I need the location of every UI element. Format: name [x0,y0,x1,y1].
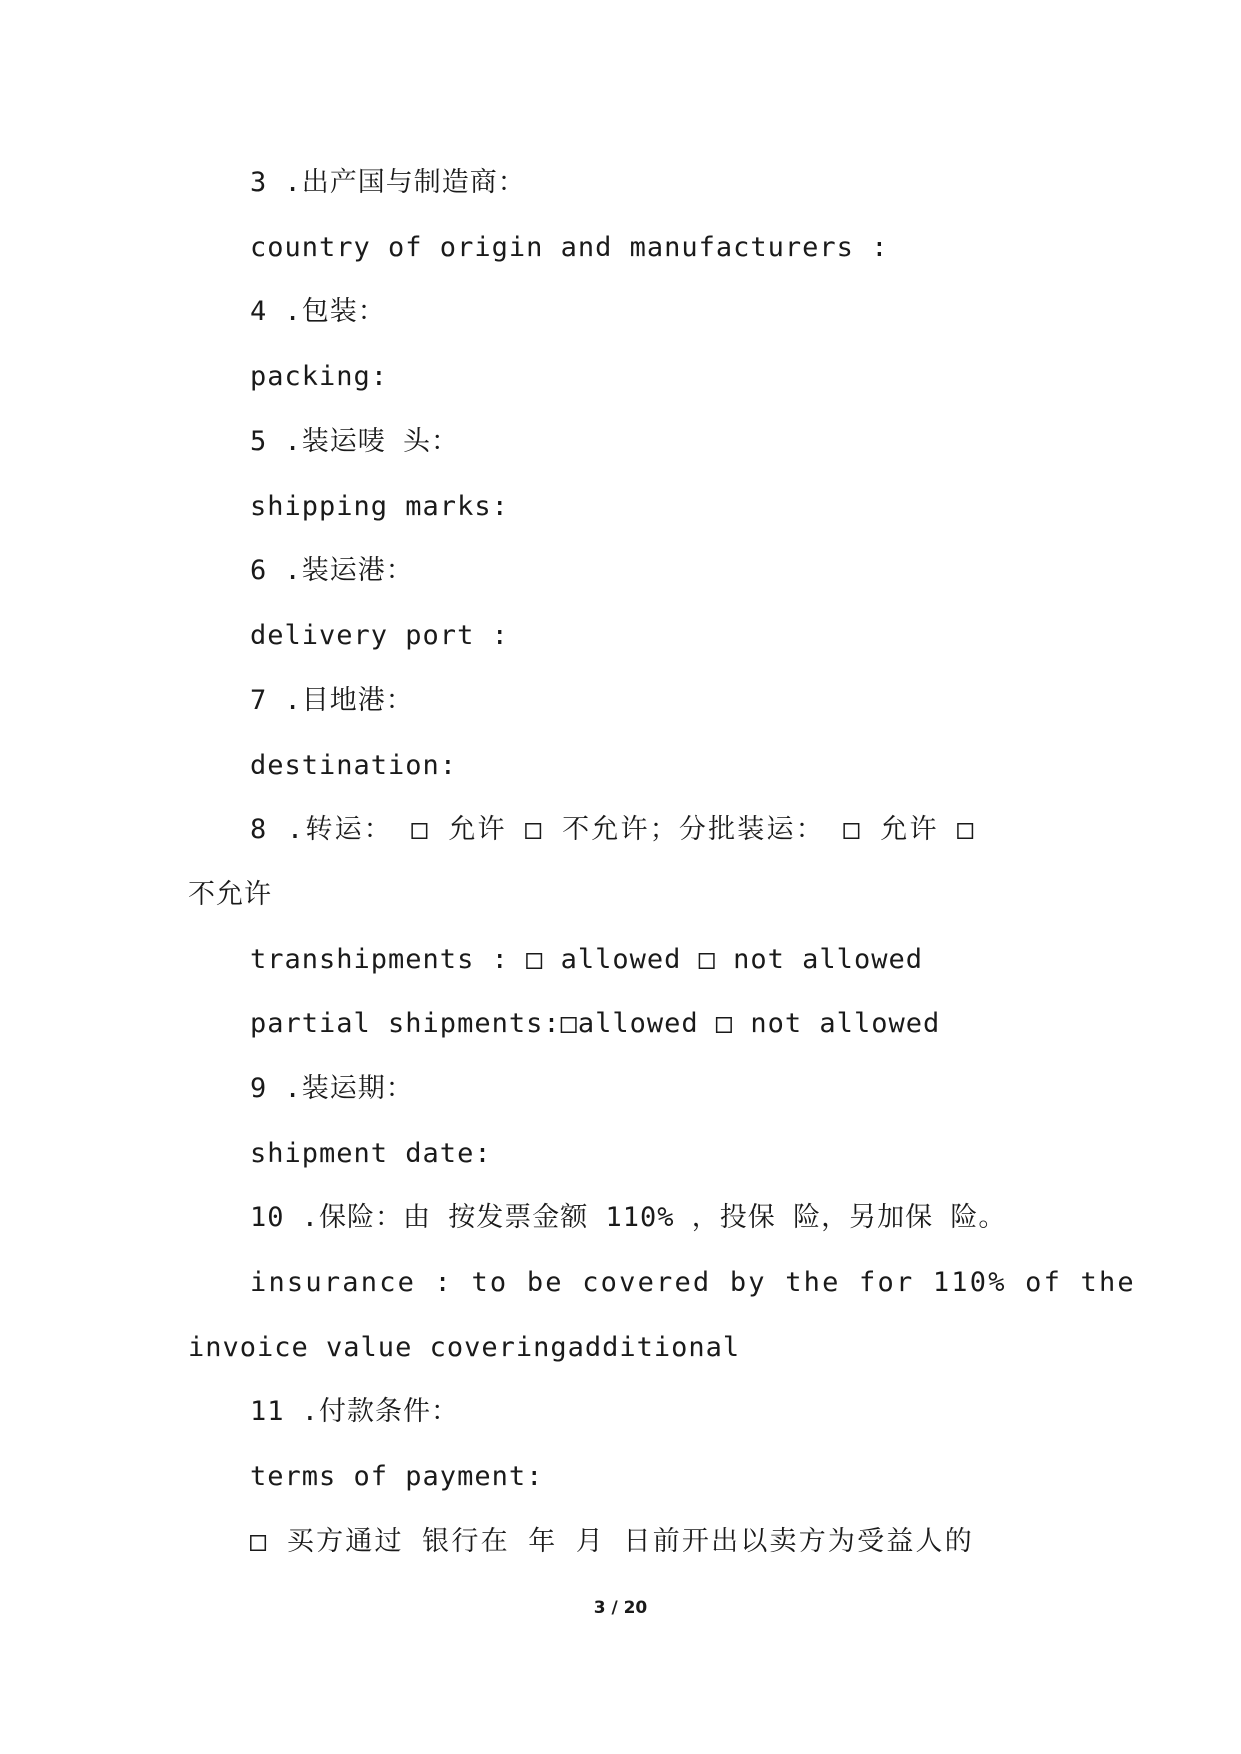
clause-8-options-cn-continued: 不允许 [188,879,272,910]
clause-6-title-cn: 6 .装运港： [250,555,414,586]
clause-9-title-en: shipment date: [250,1138,492,1169]
clause-4-title-cn: 4 .包装： [250,296,386,327]
clause-7-title-en: destination: [250,750,458,781]
clause-3-title-en: country of origin and manufacturers : [250,232,889,263]
payment-option-checkbox-line: □ 买方通过 银行在 年 月 日前开出以卖方为受益人的 [250,1526,974,1557]
clause-5-title-en: shipping marks: [250,491,509,522]
clause-10-insurance-en-continued: invoice value coveringadditional [188,1332,741,1363]
clause-4-title-en: packing: [250,361,389,392]
transhipments-options-en: transhipments : □ allowed □ not allowed [250,944,923,975]
clause-11-title-cn: 11 .付款条件： [250,1396,460,1427]
clause-10-insurance-cn: 10 .保险：由 按发票金额 110% ，投保 险，另加保 险。 [250,1202,1007,1233]
clause-10-insurance-en: insurance : to be covered by the for 110% of the [250,1267,1136,1298]
page-number: 3 / 20 [593,1598,648,1618]
clause-9-title-cn: 9 .装运期： [250,1073,414,1104]
clause-11-title-en: terms of payment: [250,1461,544,1492]
clause-7-title-cn: 7 .目地港： [250,685,414,716]
partial-shipments-options-en: partial shipments:□allowed □ not allowed [250,1008,941,1039]
clause-3-title-cn: 3 .出产国与制造商： [250,167,526,198]
clause-8-options-cn: 8 .转运： □ 允许 □ 不允许；分批装运： □ 允许 □ [250,814,976,845]
clause-5-title-cn: 5 .装运唛 头： [250,426,460,457]
clause-6-title-en: delivery port : [250,620,509,651]
